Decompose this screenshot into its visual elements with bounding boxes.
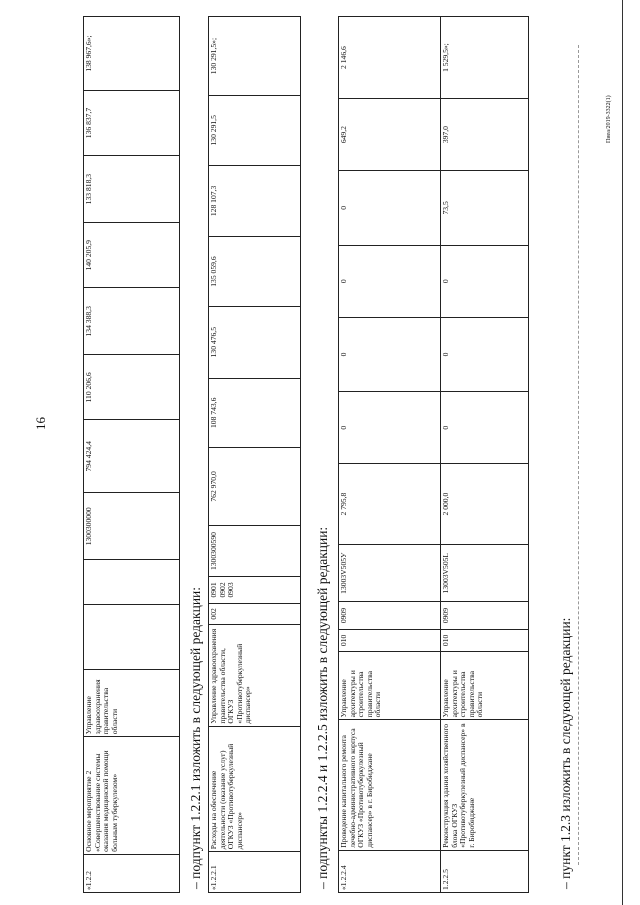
cell-number: 1.2.2.5	[441, 850, 529, 892]
cell-csr: 1300300000	[84, 493, 180, 560]
cell-year-4: 0	[339, 171, 441, 246]
table-row	[441, 17, 529, 893]
cell-year-1: 0	[339, 392, 441, 464]
cell-rzpr: 0901 0902 0903	[209, 577, 301, 603]
cell-year-5: 136 837,7	[84, 91, 180, 156]
cell-total: 762 970,0	[209, 448, 301, 526]
cell-grbs: 010	[441, 629, 529, 651]
cell-year-2: 130 476,5	[209, 306, 301, 378]
cell-grbs: 010	[339, 629, 441, 651]
cell-grbs: 002	[209, 603, 301, 625]
cell-rzpr	[84, 560, 180, 605]
cell-number: «1.2.2.1	[209, 852, 301, 893]
cell-year-3: 135 059,6	[209, 237, 301, 306]
cell-year-5: 649,2	[339, 99, 441, 171]
cell-year-3: 0	[339, 245, 441, 317]
cell-name: Основное мероприятие 2 «Совершенствование системы оказания медицинской помощи больным туберкулезом»	[84, 737, 180, 855]
scan-artifact-line	[578, 45, 579, 865]
cell-csr: 13003V505L	[441, 544, 529, 601]
cell-rzpr: 0909	[441, 602, 529, 629]
cell-csr: 13003V505У	[339, 544, 441, 601]
page-edge-line	[622, 0, 623, 905]
cell-year-4: 133 818,3	[84, 156, 180, 223]
cell-year-2: 134 388,3	[84, 288, 180, 355]
cell-year-4: 73,5	[441, 171, 529, 246]
cell-csr: 1300300590	[209, 525, 301, 576]
cell-year-5: 397,0	[441, 99, 529, 171]
cell-year-1: 0	[441, 392, 529, 464]
cell-year-6: 2 146,6	[339, 17, 441, 99]
cell-number: «1.2.2.4	[339, 850, 441, 892]
cell-year-3: 140 205,9	[84, 223, 180, 288]
document-ref-code: Пиеа/2019-3322(1)	[606, 95, 612, 143]
table-item-1-2-2-1	[208, 16, 301, 893]
cell-executor: Управление архитектуры и строительства правительства области	[339, 652, 441, 720]
caption-1: – подпункт 1.2.2.1 изложить в следующей редакции:	[188, 586, 203, 889]
cell-rzpr: 0909	[339, 602, 441, 629]
cell-name: Расходы на обеспечение деятельности (оказание услуг) ОГКУЗ «Противотуберкулезный диспансер»	[209, 726, 301, 852]
cell-executor: Управление здравоохранения правительства области, ОГКУЗ «Противотуберкулезный диспансер»	[209, 625, 301, 726]
table-items-1-2-2-4-5	[338, 16, 529, 893]
cell-year-5: 130 291,5	[209, 96, 301, 165]
table-item-1-2-2	[83, 16, 180, 893]
cell-grbs	[84, 605, 180, 670]
cell-total: 2 795,8	[339, 464, 441, 545]
cell-name: Проведение капитального ремонта лечебно-административного корпуса ОГКУЗ «Противотуберкулезный диспансер» в г. Биробиджане	[339, 720, 441, 850]
cell-year-1: 110 206,6	[84, 355, 180, 420]
cell-year-6: 138 967,6»;	[84, 17, 180, 91]
cell-year-6: 130 291,5»;	[209, 17, 301, 96]
cell-executor: Управление архитектуры и строительства правительства области	[441, 652, 529, 720]
table-row	[84, 17, 180, 893]
caption-3: – пункт 1.2.3 изложить в следующей редакции:	[558, 617, 573, 889]
cell-executor: Управление здравоохранения правительства области	[84, 670, 180, 737]
cell-year-2: 0	[339, 317, 441, 392]
cell-number: «1.2.2	[84, 854, 180, 892]
cell-total: 794 424,4	[84, 420, 180, 493]
page-number: 16	[33, 417, 48, 430]
cell-year-6: 1 529,5»;	[441, 17, 529, 99]
cell-year-4: 128 107,3	[209, 165, 301, 237]
cell-name: Реконструкция здания хозяйственного блока ОГКУЗ «Противотуберкулезный диспансер» в г. Биробиджане	[441, 720, 529, 850]
cell-year-2: 0	[441, 317, 529, 392]
cell-total: 2 000,0	[441, 464, 529, 545]
table-row	[339, 17, 441, 893]
table-row	[209, 17, 301, 893]
cell-year-1: 108 743,6	[209, 378, 301, 447]
cell-year-3: 0	[441, 245, 529, 317]
caption-2: – подпункты 1.2.2.4 и 1.2.2.5 изложить в следующей редакции:	[315, 526, 330, 889]
